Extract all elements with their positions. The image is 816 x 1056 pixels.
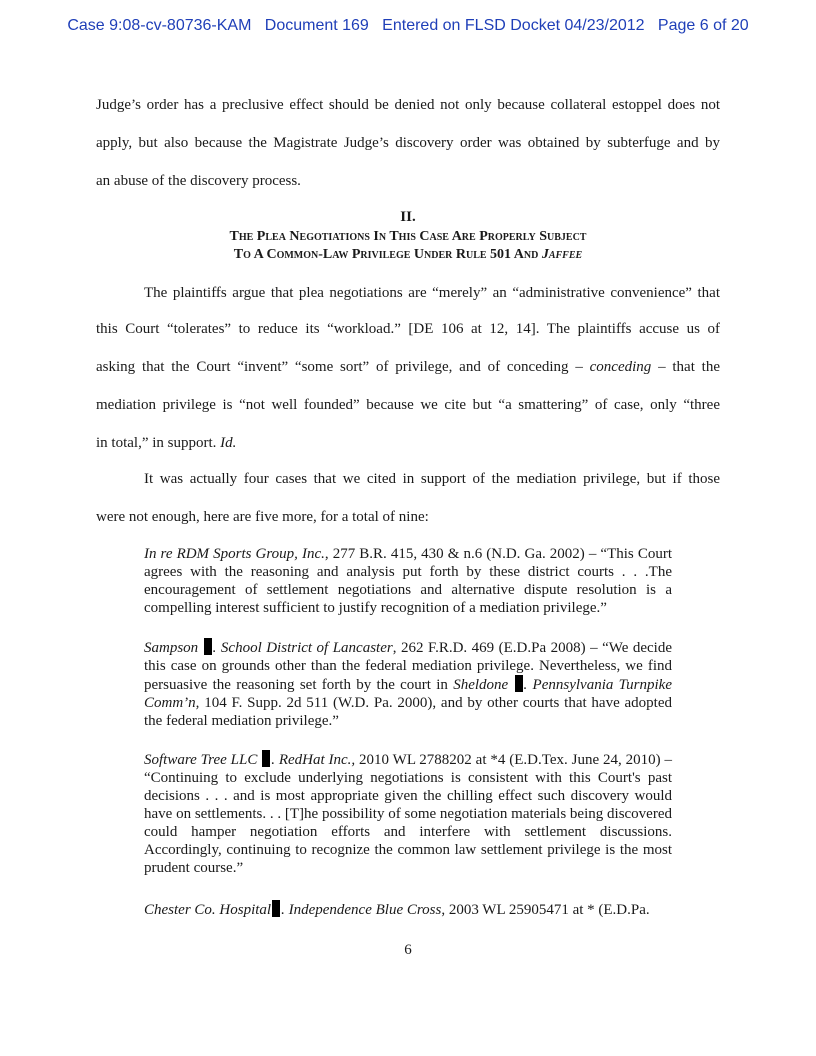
redaction-mark — [204, 638, 212, 655]
docket-entry: Entered on FLSD Docket 04/23/2012 — [382, 17, 645, 34]
document-number: Document 169 — [264, 17, 369, 34]
section-heading-line-2: To A Common-Law Privilege Under Rule 501 And Jaffee — [233, 247, 583, 262]
para1-line-4: mediation privilege is “not well founded” because we cite but “a smattering” of case, only “three — [96, 397, 720, 413]
redaction-mark — [272, 900, 280, 917]
section-heading-line-1: The Plea Negotiations In This Case Are Properly Subject — [229, 229, 587, 244]
quote-software-tree: Software Tree LLC . RedHat Inc., 2010 WL 2788202 at *4 (E.D.Tex. June 24, 2010) – “Continuing to exclude underlying negotiations is consistent with this Court's past decisions . . . and is most appropriate given the chilling effect such discovery would have on settlements. . . [T]he possibility of some negotiation materials being discovered could hamper negotiation efforts and interfere with settlement discussions. Accordingly, continuing to recognize the common law settlement privilege is the most prudent course.” — [144, 752, 672, 876]
redaction-mark — [515, 675, 523, 692]
intro-line-1: Judge’s order has a preclusive effect should be denied not only because collateral estoppel does not — [96, 97, 720, 113]
page-indicator: Page 6 of 20 — [657, 17, 749, 34]
case-number: Case 9:08-cv-80736-KAM — [67, 17, 252, 34]
para1-line-3: asking that the Court “invent” “some sort” of privilege, and of conceding – conceding – that the — [96, 359, 720, 375]
page-number: 6 — [404, 942, 412, 958]
para2-line-2: were not enough, here are five more, for a total of nine: — [96, 509, 429, 525]
para1-line-5: in total,” in support. Id. — [96, 435, 237, 451]
quote-rdm-sports: In re RDM Sports Group, Inc., 277 B.R. 415, 430 & n.6 (N.D. Ga. 2002) – “This Court agrees with the reasoning and analysis put forth by these district courts . . .The encouragement of settlement negotiations and alternative dispute resolution is a compelling interest sufficient to justify recognition of a mediation privilege.” — [144, 546, 672, 616]
para1-line-1: The plaintiffs argue that plea negotiations are “merely” an “administrative convenience” that — [144, 285, 720, 301]
docket-header — [0, 17, 816, 35]
section-number: II. — [400, 209, 416, 225]
redaction-mark — [262, 750, 270, 767]
para2-line-1: It was actually four cases that we cited in support of the mediation privilege, but if those — [144, 471, 720, 487]
quote-sampson: Sampson . School District of Lancaster, 262 F.R.D. 469 (E.D.Pa 2008) – “We decide this case on grounds other than the federal mediation privilege. Nevertheless, we find persuasive the reasoning set forth by the court in Sheldone . Pennsylvania Turnpike Comm’n, 104 F. Supp. 2d 511 (W.D. Pa. 2000), and by other courts that have adopted the federal mediation privilege.” — [144, 640, 673, 729]
intro-line-2: apply, but also because the Magistrate Judge’s discovery order was obtained by subterfuge and by — [96, 135, 720, 151]
intro-line-3: an abuse of the discovery process. — [96, 173, 301, 189]
quote-chester-hospital: Chester Co. Hospital . Independence Blue Cross, 2003 WL 25905471 at * (E.D.Pa. — [144, 902, 650, 918]
para1-line-2: this Court “tolerates” to reduce its “workload.” [DE 106 at 12, 14]. The plaintiffs accuse us of — [96, 321, 720, 337]
